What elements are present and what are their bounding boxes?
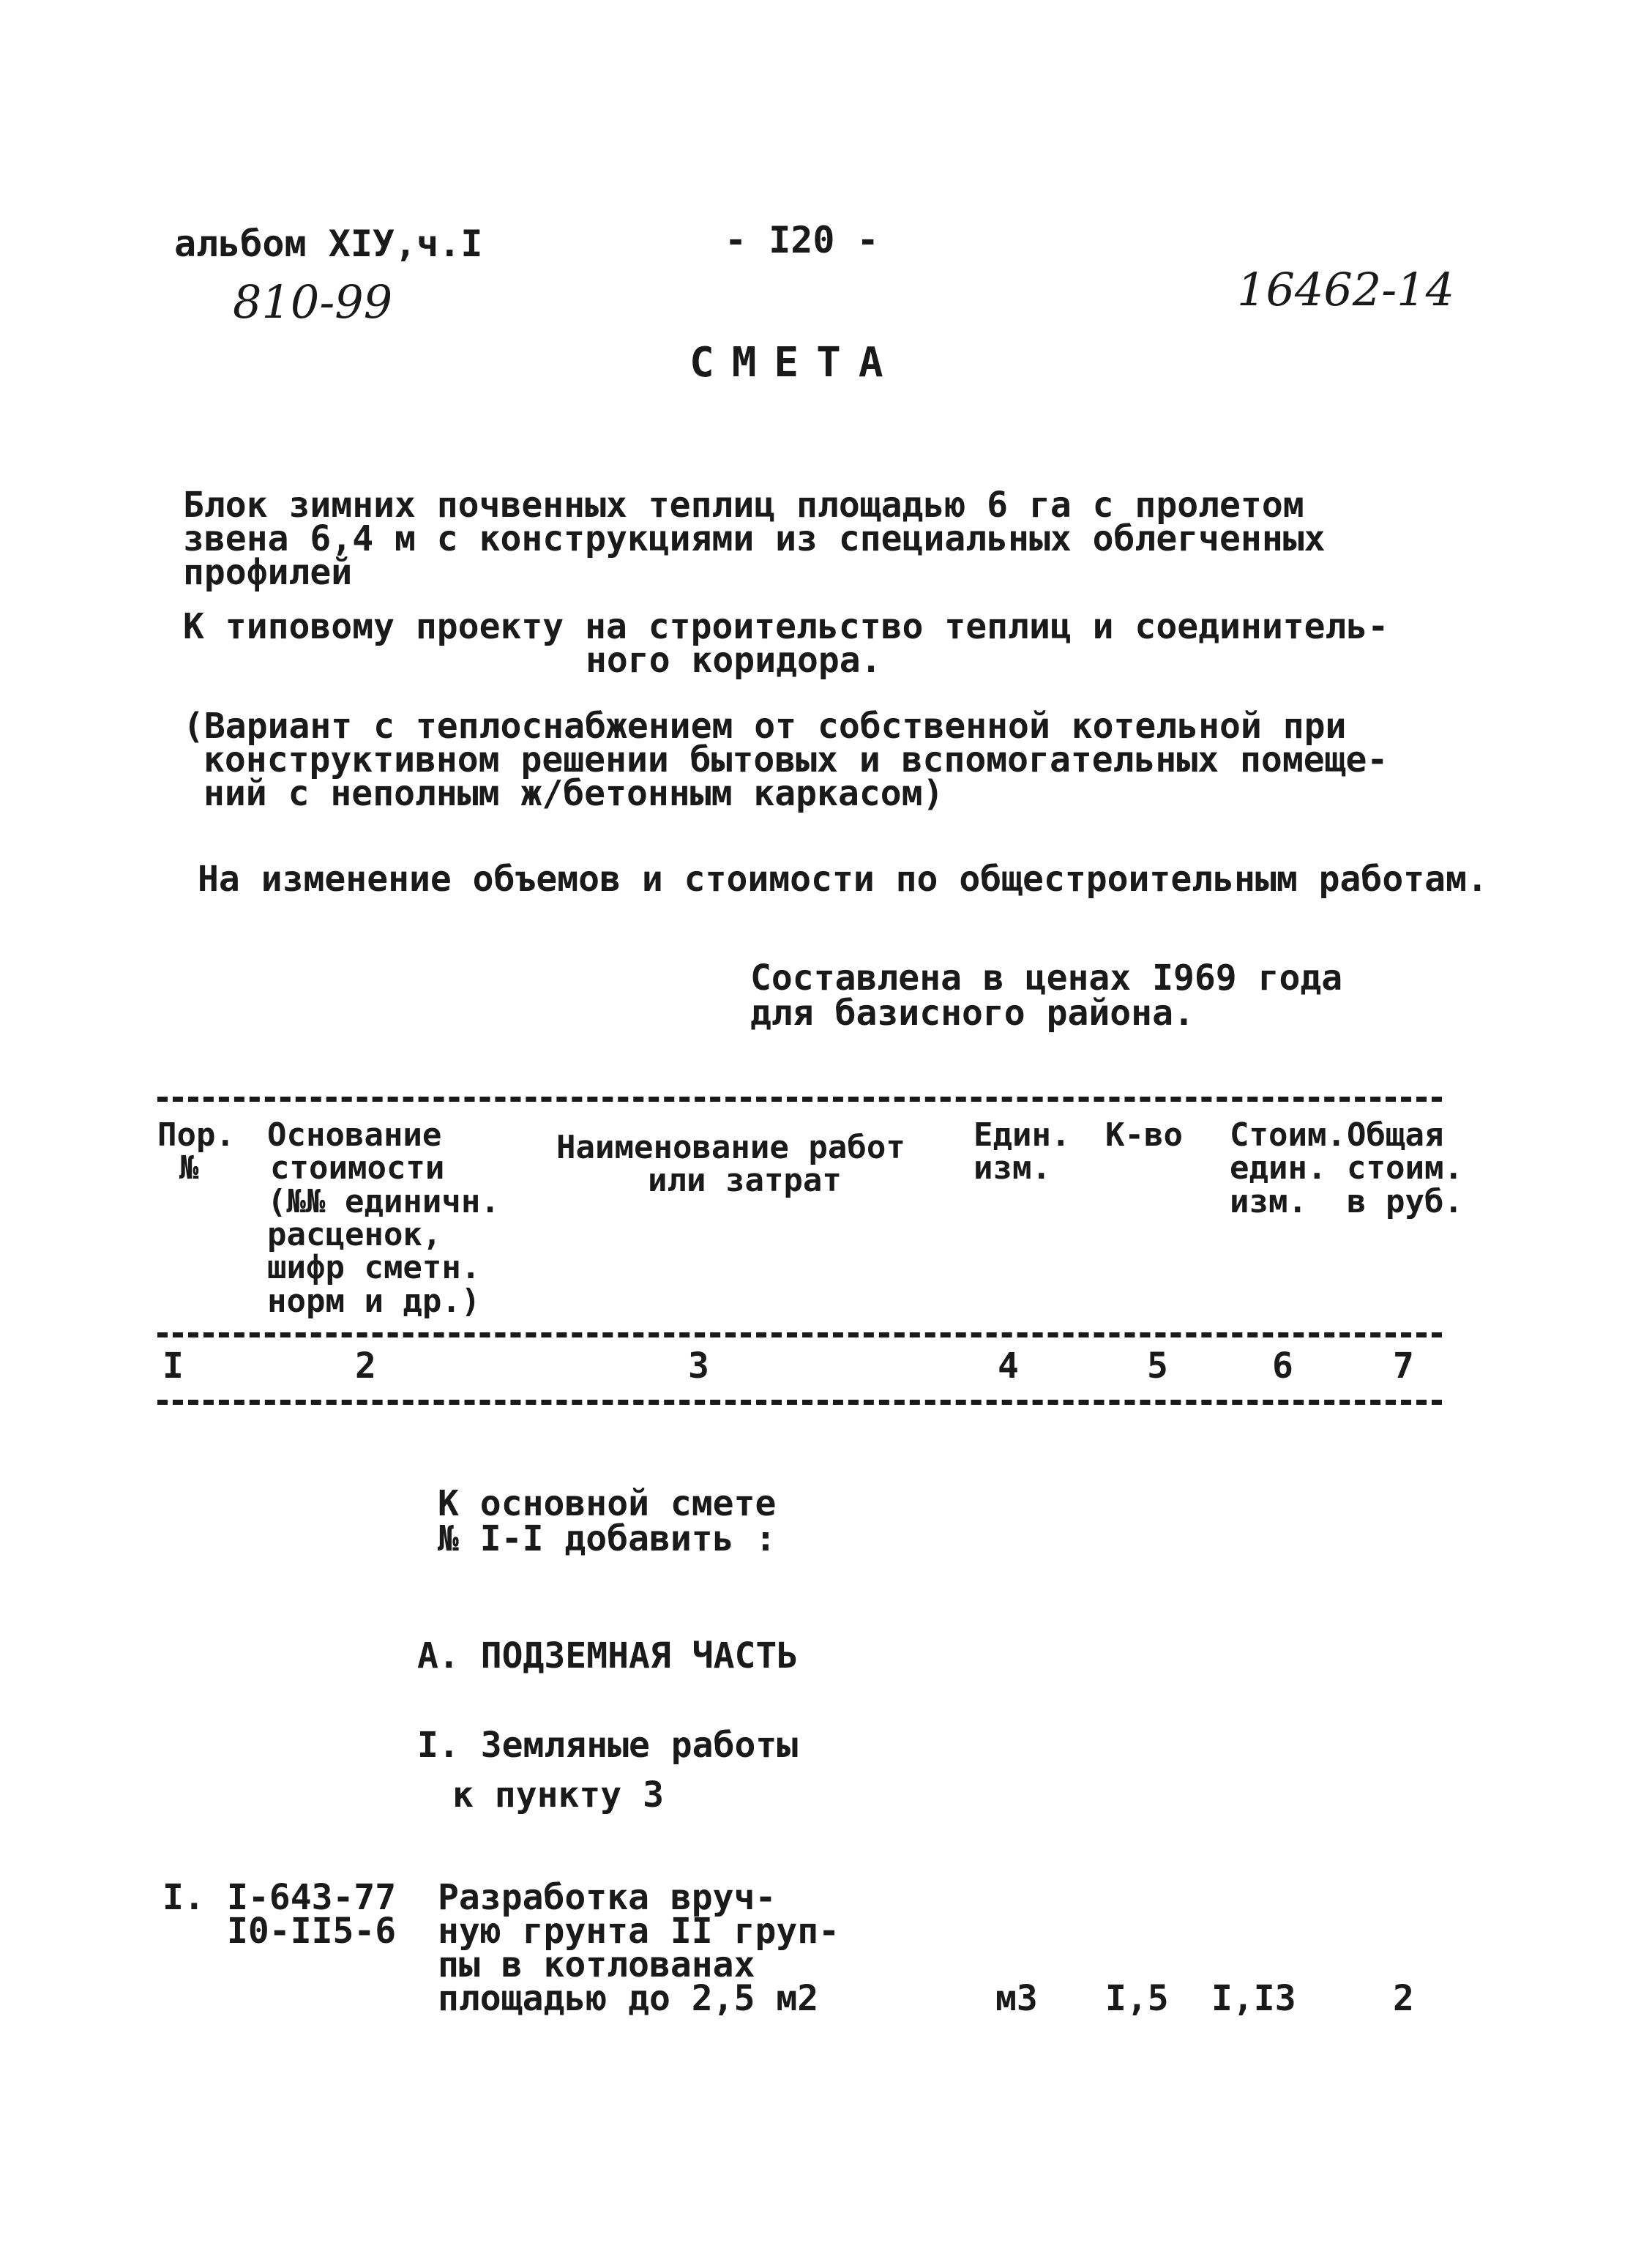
project-line-1: К типовому проекту на строительство теплиц и соединитель- — [183, 606, 1389, 647]
table-header-rule — [157, 1332, 1442, 1337]
col-header-2: Основание стоимости (№№ единичн. расценок, шифр сметн. норм и др.) — [267, 1116, 500, 1320]
row-basis-1: I-643-77 — [227, 1877, 397, 1918]
handwritten-registration-number: 16462-14 — [1237, 263, 1455, 316]
col-header-3: Наименование работ или затрат — [556, 1129, 905, 1200]
col-number-5: 5 — [1147, 1346, 1168, 1387]
col-header-7: Общая стоим. в руб. — [1347, 1116, 1463, 1220]
col-number-7: 7 — [1393, 1346, 1414, 1387]
subsection-reference: к пункту 3 — [452, 1775, 664, 1816]
col-number-1: I — [162, 1346, 184, 1387]
subsection-heading: I. Земляные работы — [417, 1725, 799, 1766]
col-number-2: 2 — [355, 1346, 376, 1387]
page-number: - I20 - — [725, 219, 879, 261]
col-header-5: К-во — [1105, 1116, 1183, 1154]
col-number-6: 6 — [1272, 1346, 1293, 1387]
album-label: альбом ХIУ,ч.I — [174, 223, 483, 265]
object-line-3: профилей — [183, 552, 353, 593]
object-line-2: звена 6,4 м с конструкциями из специальных облегченных — [183, 518, 1326, 559]
row-name-1: Разработка вруч- — [438, 1877, 777, 1918]
handwritten-doc-number: 810-99 — [233, 275, 393, 329]
project-line-2: ного коридора. — [586, 640, 882, 681]
object-line-1: Блок зимних почвенных теплиц площадью 6 га с пролетом — [183, 485, 1304, 526]
addition-line-1: К основной смете — [438, 1483, 777, 1524]
row-name-3: пы в котлованах — [438, 1944, 755, 1985]
row-number: I. — [162, 1877, 205, 1918]
col-header-1: Пор. № — [157, 1116, 235, 1187]
prices-line-1: Составлена в ценах I969 года — [750, 958, 1343, 999]
col-number-3: 3 — [688, 1346, 709, 1387]
row-name-2: ную грунта II груп- — [438, 1911, 840, 1952]
purpose-line: На изменение объемов и стоимости по общестроительным работам. — [198, 859, 1488, 900]
col-header-4: Един. изм. — [973, 1116, 1071, 1187]
row-name-4: площадью до 2,5 м2 — [438, 1978, 819, 2019]
variant-line-2: конструктивном решении бытовых и вспомогательных помеще- — [203, 739, 1388, 780]
addition-line-2: № I-I добавить : — [438, 1518, 777, 1559]
section-heading: А. ПОДЗЕМНАЯ ЧАСТЬ — [417, 1635, 799, 1676]
variant-line-1: (Вариант с теплоснабжением от собственной котельной при — [183, 706, 1347, 747]
col-header-6: Стоим. един. изм. — [1230, 1116, 1346, 1220]
table-top-rule — [157, 1097, 1442, 1102]
table-numbers-rule — [157, 1400, 1442, 1405]
row-quantity: I,5 — [1105, 1978, 1169, 2019]
variant-line-3: ний с неполным ж/бетонным каркасом) — [203, 773, 944, 814]
row-total: 2 — [1393, 1978, 1414, 2019]
row-unit-cost: I,I3 — [1211, 1978, 1296, 2019]
col-number-4: 4 — [998, 1346, 1019, 1387]
prices-line-2: для базисного района. — [750, 993, 1195, 1034]
row-basis-2: I0-II5-6 — [227, 1911, 397, 1952]
row-unit: м3 — [995, 1978, 1038, 2019]
document-title: СМЕТА — [689, 339, 901, 387]
